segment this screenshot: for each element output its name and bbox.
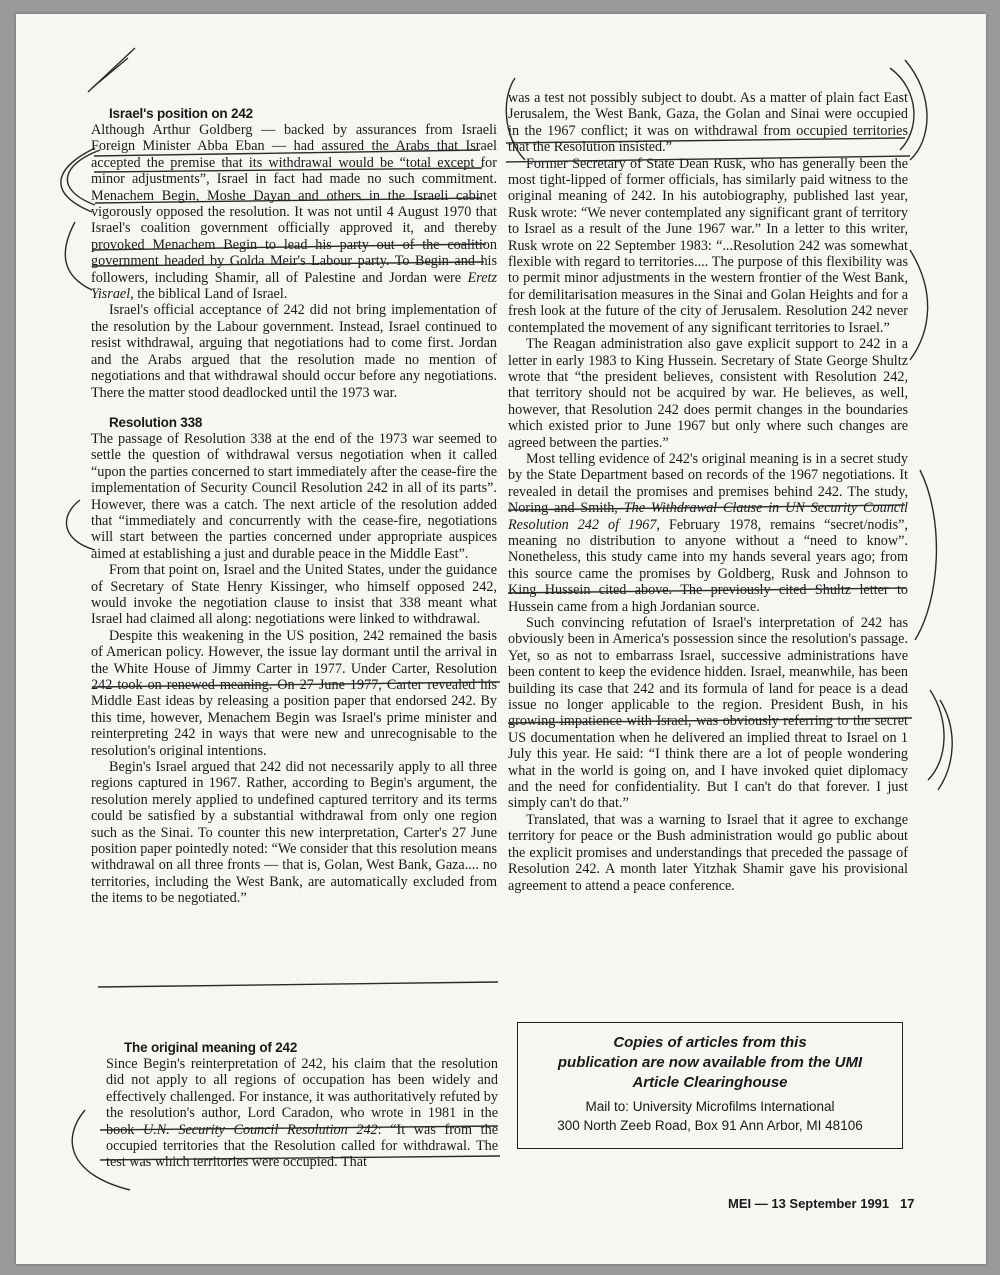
- paragraph: Such convincing refutation of Israel's interpretation of 242 has obviously been in America's possession since the resolution's passage. Yet, so as not to embarrass Israel, successive administrations have been content to keep the evidence hidden. Israel, meanwhile, has been building its case that 242 and its formula of land for peace is a dead issue no longer applicable to the region. President Bush, in his growing impatience with Israel, was obviously referring to the secret US documentation when he delivered an implied threat to Israel on 1 July this year. He said: “I think there are a lot of people wondering what in the world is going on, and I have invoked quiet diplomacy and the need for confidentiality. But I can't do that forever. I just simply can't do that.”: [508, 615, 908, 812]
- right-column: [508, 90, 908, 894]
- ad-address-line: 300 North Zeeb Road, Box 91 Ann Arbor, MI 48106: [557, 1118, 863, 1133]
- paragraph: Israel's official acceptance of 242 did not bring implementation of the resolution by the Labour government. Instead, Israel continued to resist withdrawal, arguing that negotiations had to come first. Jordan and the Arabs argued that the resolution made no mention of negotiations and that withdrawal should occur before any negotiations. There the matter stood deadlocked until the 1973 war.: [91, 302, 497, 401]
- paragraph: The passage of Resolution 338 at the end of the 1973 war seemed to settle the question of withdrawal versus negotiation when it called “upon the parties concerned to start immediately after the cease-fire the implementation of Security Council Resolution 242 in all of its parts”. However, there was a catch. The next article of the resolution added that “immediately and concurrently with the cease-fire, negotiations will start between the parties concerned under appropriate auspices aimed at establishing a just and durable peace in the Middle East”.: [91, 430, 497, 562]
- paragraph: From that point on, Israel and the United States, under the guidance of Secretary of State Henry Kissinger, who himself opposed 242, would invoke the negotiation clause to insist that 338 meant what Israel had claimed all along: negotiations were linked to withdrawal.: [91, 562, 497, 628]
- page-footer: [728, 1196, 914, 1211]
- paragraph: Despite this weakening in the US position, 242 remained the basis of American policy. However, the issue lay dormant until the arrival in the White House of Jimmy Carter in 1977. Under Carter, Resolution 242 took on renewed meaning. On 27 June 1977, Carter revealed his Middle East ideas by releasing a position paper that endorsed 242. By this time, however, Menachem Begin was Israel's prime minister and reinterpreting 242 in ways that were new and unrecognisable to the resolution's original intentions.: [91, 627, 497, 759]
- umi-advertisement-box: [517, 1022, 903, 1149]
- left-column: [91, 106, 497, 907]
- paragraph: Since Begin's reinterpretation of 242, his claim that the resolution did not apply to all regions of occupation has been widely and effectively challenged. For instance, it was authoritatively refuted by the resolution's author, Lord Caradon, who wrote in 1981 in the book U.N. Security Council Resolution 242: “It was from the occupied territories that the Resolution called for withdrawal. The test was which territories were occupied. That: [106, 1056, 499, 1171]
- footer-publication: MEI — 13 September 1991: [728, 1196, 890, 1211]
- paragraph: Although Arthur Goldberg — backed by assurances from Israeli Foreign Minister Abba Eban — had assured the Arabs that Israel accepted the premise that its withdrawal would be “total except for minor adjustments”, Israel in fact had made no such commitment. Menachem Begin, Moshe Dayan and others in the Israeli cabinet vigorously opposed the resolution. It was not until 4 August 1970 that Israel's coalition government officially approved it, and thereby provoked Menachem Begin to lead his party out of the coalition government headed by Golda Meir's Labour party. To Begin and his followers, including Shamir, all of Palestine and Jordan were Eretz Yisrael, the biblical Land of Israel.: [91, 122, 498, 303]
- paragraph: The Reagan administration also gave explicit support to 242 in a letter in early 1983 to King Hussein. Secretary of State George Shultz wrote that “the president believes, consistent with Resolution 242, that territory should not be acquired by war. He believes, as well, however, that Resolution 242 does permit changes in the boundaries which existed prior to June 1967 but only where such changes are agreed between the parties.”: [508, 336, 908, 451]
- ad-title-line: publication are now available from the UMI: [557, 1054, 863, 1071]
- paragraph: Most telling evidence of 242's original meaning is in a secret study by the State Department based on records of the 1967 negotiations. It revealed in detail the promises and premises behind 242. The study, Noring and Smith, The Withdrawal Clause in UN Security Council Resolution 242 of 1967, February 1978, remains “secret/nodis”, meaning no distribution to anyone without a “need to know”. Nonetheless, this study came into my hands several years ago; from this source came the promises by Goldberg, Rusk and Johnson to King Hussein cited above. The previously cited Shultz letter to Hussein came from a high Jordanian source.: [508, 450, 908, 615]
- heading-original-meaning: The original meaning of 242: [124, 1040, 298, 1055]
- ad-mail-line: Mail to: University Microfilms International: [585, 1099, 835, 1114]
- ad-title-line: Article Clearinghouse: [632, 1074, 788, 1091]
- left-column-lower: [106, 1040, 498, 1171]
- paragraph: Begin's Israel argued that 242 did not necessarily apply to all three regions captured in 1967. Rather, according to Begin's argument, the resolution merely applied to undefined captured territory and its terms could be satisfied by a substantial withdrawal from only one region such as the Sinai. To counter this new interpretation, Carter's 27 June position paper pointedly noted: “We consider that this resolution means withdrawal on all three fronts — that is, Golan, West Bank, Gaza.... no territories, including the West Bank, are automatically excluded from the items to be negotiated.”: [91, 759, 497, 907]
- paragraph: was a test not possibly subject to doubt. As a matter of plain fact East Jerusalem, the West Bank, Gaza, the Golan and Sinai were occupied in the 1967 conflict; it was on withdrawal from occupied territories that the Resolution insisted.”: [508, 90, 908, 156]
- paragraph: Translated, that was a warning to Israel that it agree to exchange territory for peace or the Bush administration would go public about the explicit promises and understandings that preceded the passage of Resolution 242. A month later Yitzhak Shamir gave his provisional agreement to attend a peace conference.: [508, 811, 908, 894]
- heading-resolution-338: Resolution 338: [109, 414, 203, 430]
- page-number: 17: [899, 1196, 915, 1211]
- paragraph: Former Secretary of State Dean Rusk, who has generally been the most tight-lipped of former officials, has similarly paid witness to the original meaning of 242. In his autobiography, published last year, Rusk wrote: “We never contemplated any significant grant of territory to Israel as a result of the June 1967 war.” In a letter to this writer, Rusk wrote on 22 September 1983: “...Resolution 242 was somewhat flexible with regard to territories.... The purpose of this flexibility was to permit minor adjustments in the western frontier of the West Bank, for demilitarisation measures in the Sinai and Golan Heights and for a fresh look at the future of the city of Jerusalem. Resolution 242 never contemplated the movement of any significant territories to Israel.”: [508, 155, 908, 336]
- heading-israels-position: Israel's position on 242: [109, 106, 253, 121]
- ad-title-line: Copies of articles from this: [613, 1034, 807, 1051]
